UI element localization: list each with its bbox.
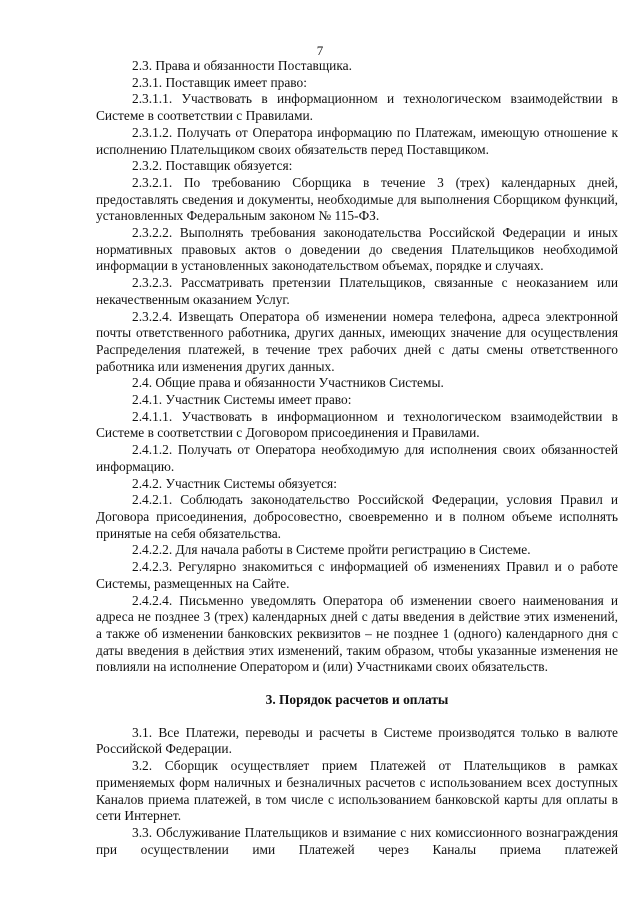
paragraph-2-3-2-4: 2.3.2.4. Извещать Оператора об изменении номера телефона, адреса электронной почты ответственного работника, других данных, имеющих значение для осуществления Распределения платежей, в течение трех рабочих дней с даты смены ответственного работника или изменения других данных. <box>96 308 618 374</box>
paragraph-3-2: 3.2. Сборщик осуществляет прием Платежей от Плательщиков в рамках применяемых форм наличных и безналичных расчетов с использованием всех доступных Каналов приема платежей, в том числе с использованием банковской карты для оплаты в сети Интернет. <box>96 758 618 824</box>
paragraph-2-3-2-2: 2.3.2.2. Выполнять требования законодательства Российской Федерации и иных нормативных правовых актов о доведении до сведения Плательщиков необходимой информации в установленных законодательством объемах, порядке и случаях. <box>96 225 618 274</box>
paragraph-2-3-1-2: 2.3.1.2. Получать от Оператора информацию по Платежам, имеющую отношение к исполнению Плательщиком своих обязательств перед Поставщиком. <box>96 124 618 157</box>
section-heading: 3. Порядок расчетов и оплаты <box>265 692 449 708</box>
paragraph-2-4: 2.4. Общие права и обязанности Участников Системы. <box>132 375 444 391</box>
paragraph-2-4-2-4: 2.4.2.4. Письменно уведомлять Оператора об изменении своего наименования и адреса не позднее 3 (трех) календарных дней с даты введения в действие этих изменений, а также об изменении банковских реквизитов – не позднее 1 (одного) календарного дня с даты введения в действия этих изменений, таким образом, чтобы указанные изменения не повлияли на исполнение Оператором и (или) Участниками своих обязательств. <box>96 592 618 675</box>
paragraph-2-3-2-1: 2.3.2.1. По требованию Сборщика в течение 3 (трех) календарных дней, предоставлять сведения и документы, необходимые для выполнения Сборщиком функций, установленных Федеральным законом № 115-ФЗ. <box>96 174 618 224</box>
paragraph-2-4-2: 2.4.2. Участник Системы обязуется: <box>132 475 337 491</box>
paragraph-2-3-2-3: 2.3.2.3. Рассматривать претензии Плательщиков, связанные с неоказанием или некачественным оказанием Услуг. <box>96 275 618 307</box>
document-body <box>96 58 618 858</box>
paragraph-2-4-1-2: 2.4.1.2. Получать от Оператора необходимую для исполнения своих обязанностей информацию. <box>96 442 618 474</box>
paragraph-2-4-2-3: 2.4.2.3. Регулярно знакомиться с информацией об изменениях Правил и о работе Системы, размещенных на Сайте. <box>96 559 618 591</box>
paragraph-2-3-1: 2.3.1. Поставщик имеет право: <box>132 74 307 90</box>
paragraph-2-3-2: 2.3.2. Поставщик обязуется: <box>132 158 293 174</box>
spacer <box>96 676 618 692</box>
paragraph-2-4-1: 2.4.1. Участник Системы имеет право: <box>132 392 352 408</box>
paragraph-2-4-1-1: 2.4.1.1. Участвовать в информационном и технологическом взаимодействии в Системе в соответствии с Договором присоединения и Правилами. <box>96 408 618 441</box>
page-number: 7 <box>316 43 324 58</box>
paragraph-2-3-1-1: 2.3.1.1. Участвовать в информационном и технологическом взаимодействии в Системе в соответствии с Правилами. <box>96 91 618 124</box>
paragraph-3-1: 3.1. Все Платежи, переводы и расчеты в Системе производятся только в валюте Российской Федерации. <box>96 724 618 757</box>
spacer <box>96 709 618 725</box>
paragraph-3-3: 3.3. Обслуживание Плательщиков и взимание с них комиссионного вознаграждения при осуществлении ими Платежей через Каналы приема платежей <box>96 824 618 857</box>
paragraph-2-3: 2.3. Права и обязанности Поставщика. <box>132 58 352 73</box>
paragraph-2-4-2-1: 2.4.2.1. Соблюдать законодательство Российской Федерации, условия Правил и Договора присоединения, добросовестно, своевременно и в полном объеме исполнять принятые на себя обязательства. <box>96 492 618 541</box>
paragraph-2-4-2-2: 2.4.2.2. Для начала работы в Системе пройти регистрацию в Системе. <box>132 542 531 558</box>
